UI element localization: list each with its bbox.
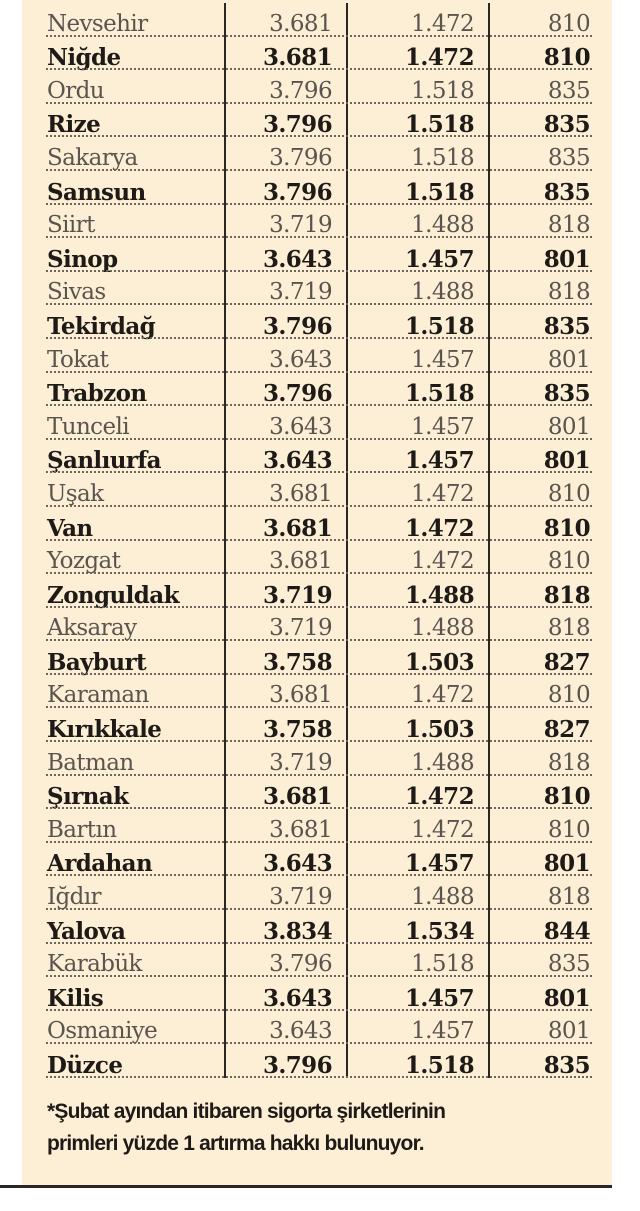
table-row — [22, 3, 612, 37]
province-name: Sivas — [47, 279, 106, 306]
province-name: Iğdır — [47, 884, 101, 911]
value-col2: 1.472 — [346, 776, 488, 810]
table-row — [22, 305, 612, 339]
province-name: Zonguldak — [47, 581, 179, 609]
value-col1: 3.681 — [224, 675, 346, 709]
province-name: Yalova — [47, 917, 126, 945]
table-row — [22, 440, 612, 474]
value-col3: 835 — [488, 171, 612, 205]
value-col2: 1.518 — [346, 137, 488, 171]
value-col3: 801 — [488, 339, 612, 373]
value-col1: 3.681 — [224, 37, 346, 71]
value-col2: 1.518 — [346, 70, 488, 104]
province-name: Sinop — [47, 245, 118, 273]
value-col2: 1.503 — [346, 708, 488, 742]
value-col3: 801 — [488, 1011, 612, 1045]
value-col2: 1.518 — [346, 305, 488, 339]
value-col2: 1.518 — [346, 944, 488, 978]
value-col3: 810 — [488, 809, 612, 843]
value-col2: 1.457 — [346, 1011, 488, 1045]
table-row — [22, 339, 612, 373]
province-name: Tunceli — [47, 413, 129, 440]
value-col1: 3.643 — [224, 977, 346, 1011]
province-name: Van — [47, 514, 93, 542]
value-col1: 3.643 — [224, 1011, 346, 1045]
table-row — [22, 137, 612, 171]
value-col1: 3.681 — [224, 541, 346, 575]
province-name: Ordu — [47, 77, 104, 104]
value-col2: 1.488 — [346, 205, 488, 239]
province-name: Uşak — [47, 480, 104, 507]
value-col1: 3.719 — [224, 272, 346, 306]
value-col3: 844 — [488, 910, 612, 944]
table-row — [22, 776, 612, 810]
value-col3: 835 — [488, 373, 612, 407]
value-col1: 3.834 — [224, 910, 346, 944]
value-col1: 3.719 — [224, 205, 346, 239]
table-row — [22, 238, 612, 272]
value-col2: 1.472 — [346, 809, 488, 843]
value-col3: 810 — [488, 37, 612, 71]
value-col1: 3.643 — [224, 406, 346, 440]
value-col1: 3.796 — [224, 104, 346, 138]
value-col3: 810 — [488, 776, 612, 810]
value-col3: 801 — [488, 238, 612, 272]
value-col2: 1.457 — [346, 843, 488, 877]
province-name: Kırıkkale — [47, 716, 162, 744]
value-col3: 801 — [488, 406, 612, 440]
value-col3: 810 — [488, 3, 612, 37]
footnote-line-1: *Şubat ayından itibaren sigorta şirketlerinin — [47, 1100, 446, 1123]
table-row — [22, 272, 612, 306]
table-row — [22, 675, 612, 709]
value-col2: 1.488 — [346, 272, 488, 306]
value-col1: 3.796 — [224, 1044, 346, 1078]
table-row — [22, 171, 612, 205]
province-name: Niğde — [47, 44, 121, 72]
table-row — [22, 70, 612, 104]
value-col1: 3.681 — [224, 809, 346, 843]
province-name: Düzce — [47, 1052, 123, 1079]
value-col2: 1.472 — [346, 675, 488, 709]
value-col3: 810 — [488, 473, 612, 507]
value-col1: 3.681 — [224, 507, 346, 541]
value-col2: 1.488 — [346, 608, 488, 642]
value-col3: 801 — [488, 843, 612, 877]
value-col1: 3.643 — [224, 843, 346, 877]
value-col1: 3.796 — [224, 305, 346, 339]
value-col1: 3.681 — [224, 473, 346, 507]
value-col3: 835 — [488, 104, 612, 138]
value-col2: 1.457 — [346, 406, 488, 440]
table-row — [22, 507, 612, 541]
table-row — [22, 574, 612, 608]
province-name: Kilis — [47, 984, 104, 1012]
value-col1: 3.796 — [224, 373, 346, 407]
value-col3: 835 — [488, 1044, 612, 1078]
value-col3: 818 — [488, 608, 612, 642]
value-col1: 3.758 — [224, 708, 346, 742]
value-col3: 818 — [488, 742, 612, 776]
value-col3: 810 — [488, 507, 612, 541]
province-name: Tekirdağ — [47, 312, 156, 340]
table-row — [22, 876, 612, 910]
value-col3: 818 — [488, 205, 612, 239]
province-name: Aksaray — [47, 615, 137, 642]
footnote-line-2: primleri yüzde 1 artırma hakkı bulunuyor. — [47, 1132, 424, 1155]
table-row — [22, 104, 612, 138]
value-col3: 835 — [488, 70, 612, 104]
value-col2: 1.488 — [346, 574, 488, 608]
province-name: Şırnak — [47, 783, 129, 811]
province-name: Ardahan — [47, 850, 153, 878]
province-name: Nevsehir — [47, 10, 148, 37]
bottom-rule — [0, 1185, 612, 1188]
table-row — [22, 809, 612, 843]
value-col2: 1.503 — [346, 641, 488, 675]
province-name: Şanlıurfa — [47, 447, 161, 475]
table-row — [22, 1044, 612, 1078]
province-name: Trabzon — [47, 380, 147, 408]
table-row — [22, 944, 612, 978]
value-col3: 827 — [488, 708, 612, 742]
value-col2: 1.472 — [346, 541, 488, 575]
footnote — [47, 1096, 567, 1160]
province-name: Karaman — [47, 682, 149, 709]
value-col2: 1.457 — [346, 440, 488, 474]
value-col3: 810 — [488, 541, 612, 575]
table-row — [22, 742, 612, 776]
value-col2: 1.518 — [346, 373, 488, 407]
table-row — [22, 977, 612, 1011]
value-col2: 1.472 — [346, 507, 488, 541]
province-name: Tokat — [47, 346, 109, 373]
value-col2: 1.488 — [346, 742, 488, 776]
province-name: Yozgat — [47, 548, 121, 575]
value-col3: 810 — [488, 675, 612, 709]
table-row — [22, 641, 612, 675]
value-col3: 801 — [488, 440, 612, 474]
value-col3: 818 — [488, 272, 612, 306]
value-col2: 1.472 — [346, 473, 488, 507]
value-col1: 3.643 — [224, 238, 346, 272]
table-row — [22, 37, 612, 71]
table-row — [22, 910, 612, 944]
value-col1: 3.719 — [224, 876, 346, 910]
value-col2: 1.518 — [346, 1044, 488, 1078]
table-row — [22, 205, 612, 239]
value-col1: 3.796 — [224, 70, 346, 104]
value-col1: 3.643 — [224, 339, 346, 373]
province-name: Bartın — [47, 816, 117, 843]
province-name: Sakarya — [47, 144, 138, 171]
table-row — [22, 1011, 612, 1045]
value-col3: 827 — [488, 641, 612, 675]
value-col2: 1.472 — [346, 3, 488, 37]
value-col1: 3.796 — [224, 137, 346, 171]
value-col1: 3.643 — [224, 440, 346, 474]
province-name: Siirt — [47, 212, 95, 239]
table-row — [22, 608, 612, 642]
table-row — [22, 473, 612, 507]
value-col2: 1.457 — [346, 238, 488, 272]
table-row — [22, 708, 612, 742]
value-col2: 1.518 — [346, 171, 488, 205]
value-col3: 818 — [488, 574, 612, 608]
value-col1: 3.719 — [224, 574, 346, 608]
value-col3: 801 — [488, 977, 612, 1011]
value-col2: 1.518 — [346, 104, 488, 138]
value-col1: 3.796 — [224, 171, 346, 205]
table-row — [22, 373, 612, 407]
province-name: Samsun — [47, 178, 146, 206]
value-col1: 3.681 — [224, 776, 346, 810]
table-row — [22, 541, 612, 575]
value-col2: 1.457 — [346, 339, 488, 373]
province-name: Batman — [47, 749, 134, 776]
value-col1: 3.719 — [224, 742, 346, 776]
value-col3: 835 — [488, 944, 612, 978]
province-name: Rize — [47, 111, 101, 139]
value-col3: 835 — [488, 137, 612, 171]
value-col1: 3.796 — [224, 944, 346, 978]
value-col2: 1.488 — [346, 876, 488, 910]
value-col1: 3.719 — [224, 608, 346, 642]
value-col2: 1.457 — [346, 977, 488, 1011]
province-name: Karabük — [47, 951, 142, 978]
premium-table — [22, 3, 612, 1078]
province-name: Osmaniye — [47, 1018, 158, 1045]
value-col3: 818 — [488, 876, 612, 910]
value-col2: 1.472 — [346, 37, 488, 71]
value-col1: 3.758 — [224, 641, 346, 675]
province-name: Bayburt — [47, 648, 147, 676]
table-row — [22, 406, 612, 440]
value-col3: 835 — [488, 305, 612, 339]
value-col1: 3.681 — [224, 3, 346, 37]
table-row — [22, 843, 612, 877]
value-col2: 1.534 — [346, 910, 488, 944]
